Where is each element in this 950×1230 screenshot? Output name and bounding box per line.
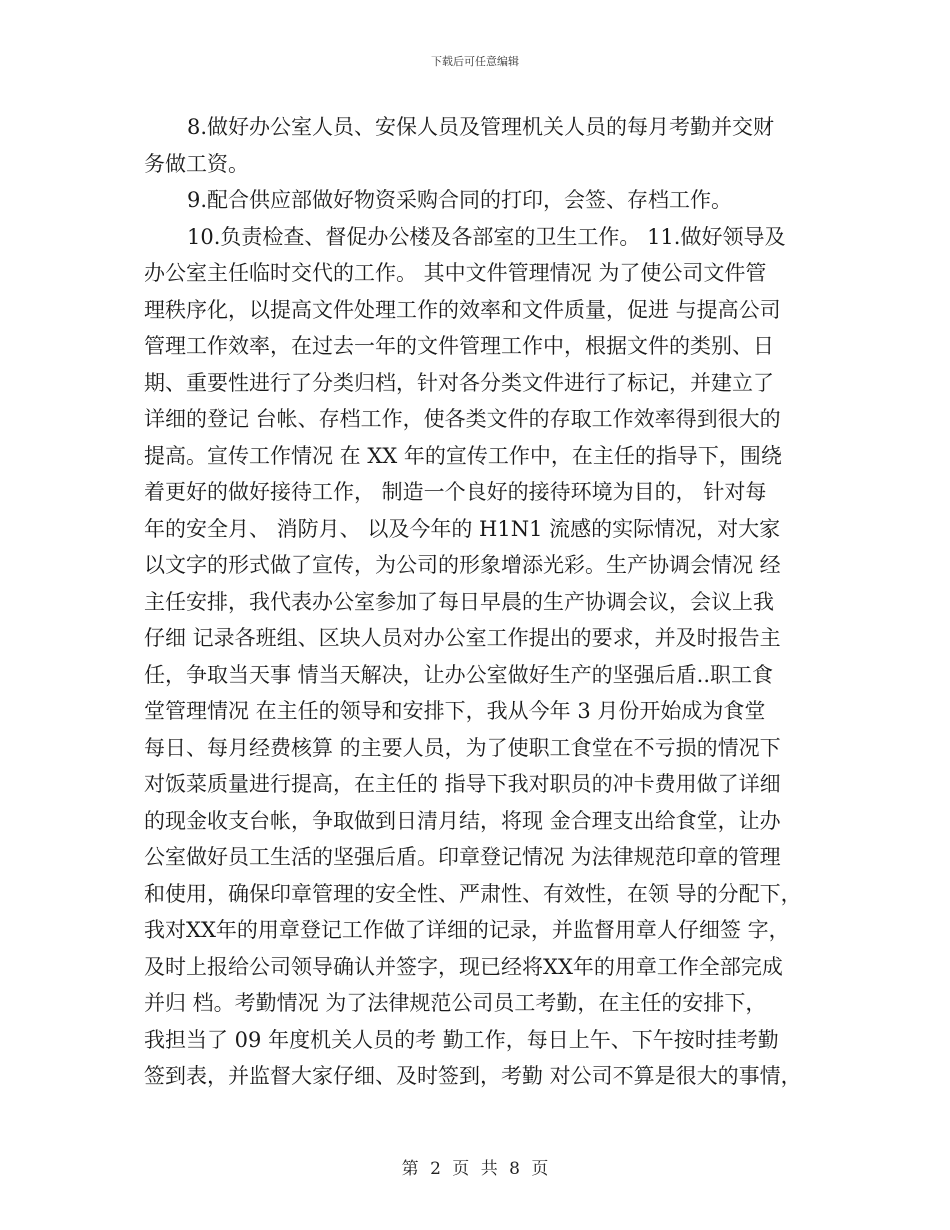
text-line: 主任安排，我代表办公室参加了每日早晨的生产协调会议，会议上我 <box>144 590 774 614</box>
text-line: 我担当了 09 年度机关人员的考 勤工作，每日上午、下午按时挂考勤 <box>144 1028 779 1052</box>
text-line: 任，争取当天事 情当天解决，让办公室做好生产的坚强后盾..职工食 <box>144 663 774 687</box>
text-line: 堂管理情况 在主任的领导和安排下，我从今年 3 月份开始成为食堂 <box>144 699 766 723</box>
text-line: 年的安全月、 消防月、 以及今年的 H1N1 流感的实际情况，对大家 <box>144 517 781 541</box>
text-line: 9.配合供应部做好物资采购合同的打印，会签、存档工作。 <box>187 188 733 212</box>
text-line: 详细的登记 台帐、存档工作，使各类文件的存取工作效率得到很大的 <box>144 407 781 431</box>
page-header: 下载后可任意编辑 <box>431 55 519 68</box>
text-line: 及时上报给公司领导确认并签字，现已经将XX年的用章工作全部完成 <box>144 955 783 979</box>
text-line: 期、重要性进行了分类归档，针对各分类文件进行了标记，并建立了 <box>144 371 774 395</box>
text-line: 10.负责检查、督促办公楼及各部室的卫生工作。 11.做好领导及 <box>187 225 786 249</box>
text-line: 的现金收支台帐，争取做到日清月结，将现 金合理支出给食堂，让办 <box>144 809 781 833</box>
text-line: 和使用，确保印章管理的安全性、严肃性、有效性，在领 导的分配下， <box>144 882 802 906</box>
text-line: 每日、每月经费核算 的主要人员，为了使职工食堂在不亏损的情况下 <box>144 736 781 760</box>
text-line: 办公室主任临时交代的工作。 其中文件管理情况 为了使公司文件管 <box>144 261 767 285</box>
text-line: 着更好的做好接待工作， 制造一个良好的接待环境为目的， 针对每 <box>144 480 767 504</box>
text-line: 提高。宣传工作情况 在 XX 年的宣传工作中，在主任的指导下，围绕 <box>144 444 782 468</box>
text-line: 我对XX年的用章登记工作做了详细的记录，并监督用章人仔细签 字， <box>144 918 790 942</box>
text-line: 签到表，并监督大家仔细、及时签到，考勤 对公司不算是很大的事情， <box>144 1064 802 1088</box>
text-line: 务做工资。 <box>144 152 249 176</box>
text-line: 以文字的形式做了宣传，为公司的形象增添光彩。生产协调会情况 经 <box>144 553 781 577</box>
text-line: 理秩序化，以提高文件处理工作的效率和文件质量，促进 与提高公司 <box>144 298 781 322</box>
text-line: 管理工作效率，在过去一年的文件管理工作中，根据文件的类别、日 <box>144 334 774 358</box>
text-line: 公室做好员工生活的坚强后盾。印章登记情况 为法律规范印章的管理 <box>144 845 781 869</box>
text-line: 仔细 记录各班组、区块人员对办公室工作提出的要求，并及时报告主 <box>144 626 781 650</box>
text-line: 8.做好办公室人员、安保人员及管理机关人员的每月考勤并交财 <box>187 115 775 139</box>
text-line: 并归 档。考勤情况 为了法律规范公司员工考勤，在主任的安排下， <box>144 991 767 1015</box>
text-line: 对饭菜质量进行提高，在主任的 指导下我对职员的冲卡费用做了详细 <box>144 772 781 796</box>
page-number: 第 2 页 共 8 页 <box>401 1159 549 1179</box>
